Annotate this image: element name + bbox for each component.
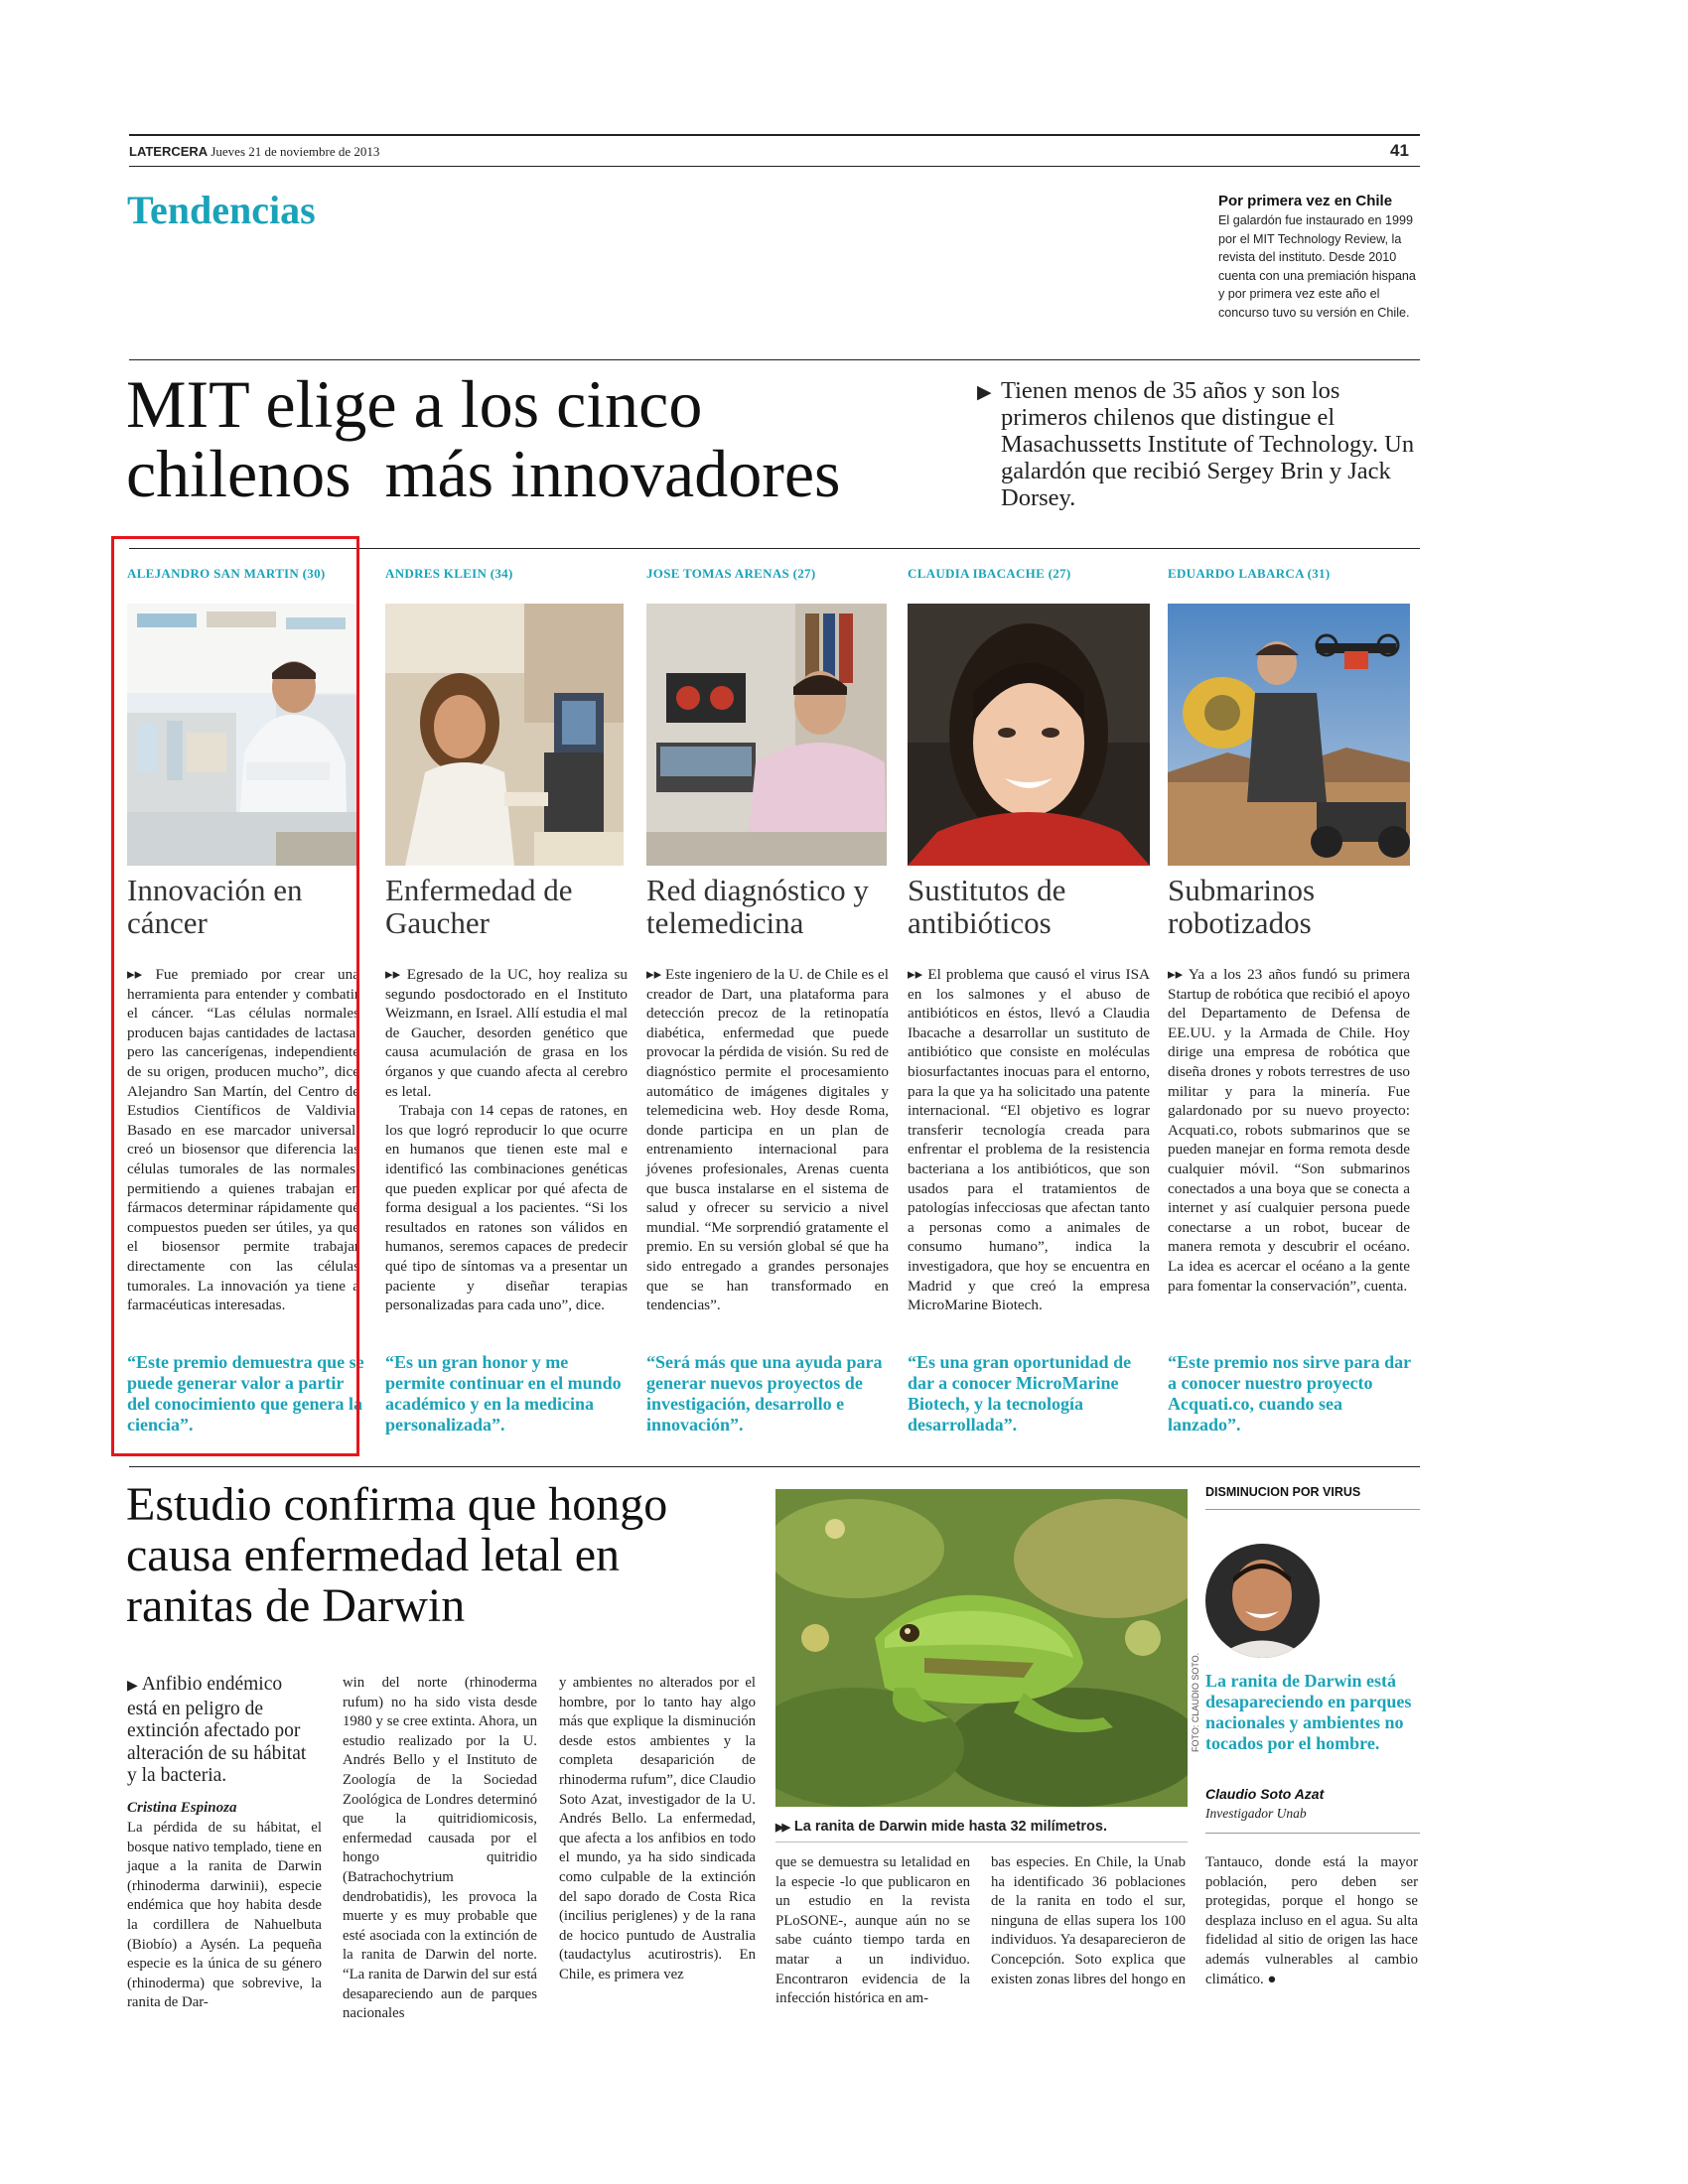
profile-title: Innovación en cáncer (127, 873, 303, 940)
profile-body: ▸▸ Fue premiado por crear una herramienta para entender y combatir el cáncer. “Las células normales producen bajas cantidades de lactasa, pero las cancerígenas, independiente de su origen, producen mucho”, dice Alejandro San Martín, del Centro de Estudios Científicos de Valdivia. Basado en ese marcador universal, creó un biosensor que diferencia las células tumorales de las normales, permitiendo a quienes trabajan en fármacos determinar rápidamente qué compuestos pueden ser útiles, ya que el biosensor permite trabajar directamente con las células tumorales. La innovación ya tiene a farmacéuticas interesadas. (127, 966, 359, 1314)
frog-photo (775, 1489, 1188, 1807)
caption-arrow-icon: ▶▶ (775, 1822, 788, 1834)
profile-name: ANDRES KLEIN (34) (385, 566, 513, 581)
sidebar-note (1218, 193, 1422, 323)
profile-photo (646, 604, 887, 866)
sidebar-note-text: El galardón fue instaurado en 1999 por el MIT Technology Review, la revista del instituto. Desde 2010 cuenta con una premiación hispana y por primera vez este año el concurso tuvo su versión en Chile. (1218, 213, 1416, 320)
sidebar-box-quote: La ranita de Darwin está desapareciendo en parques nacionales y ambientes no tocados por el hombre. (1205, 1671, 1412, 1753)
byline: Cristina Espinoza (127, 1800, 237, 1816)
section-title: Tendencias (127, 188, 316, 232)
photo-credit: FOTO: CLAUDIO SOTO. (1191, 1652, 1200, 1752)
issue-date: Jueves 21 de noviembre de 2013 (211, 144, 380, 159)
profile-body: ▸▸ Este ingeniero de la U. de Chile es el creador de Dart, una plataforma para detección precoz de la retinopatía diabética, enfermedad que puede provocar la pérdida de visión. Su red de diagnóstico permite el procesamiento automático de imágenes digitales y telemedicina web. Hoy desde Roma, donde participa en un plan de entrenamiento internacional para jóvenes profesionales, Arenas cuenta que busca instalarse en el sistema de salud y ofrecer su servicio a nivel mundial. “Me sorprendió gratamente el premio. En su versión global sé que ha sido entregado a grandes personajes que se han transformado en tendencias”. (646, 966, 889, 1314)
profile-title: Submarinos robotizados (1168, 873, 1316, 940)
profile-title: Enfermedad de Gaucher (385, 873, 573, 940)
profile-name: ALEJANDRO SAN MARTIN (30) (127, 566, 326, 581)
highlight-box (111, 536, 359, 1456)
profile-quote: “Este premio demuestra que se puede generar valor a partir del conocimiento que genera la ciencia”. (127, 1352, 364, 1434)
profile-title: Red diagnóstico y telemedicina (646, 873, 869, 940)
page-number: 41 (1390, 141, 1409, 160)
profile-quote: “Será más que una ayuda para generar nuevos proyectos de investigación, desarrollo e innovación”. (646, 1352, 883, 1434)
profile-body: ▸▸ Ya a los 23 años fundó su primera Startup de robótica que recibió el apoyo del Departamento de Defensa de EE.UU. y la Armada de Chile. Hoy dirige una empresa de robótica que diseña drones y robots terrestres de uso militar y para la minería. Fue galardonado por su nuevo proyecto: Acquati.co, robots submarinos que se pueden manejar en forma remota desde cualquier móvil. “Son submarinos conectados a una boya que se conecta a internet y así cualquier persona puede conectarse a un robot, bucear de manera remota y descubrir el océano. La idea es acercar el océano a la gente para fomentar la conservación”, cuenta. (1168, 966, 1410, 1295)
expert-portrait (1205, 1544, 1320, 1658)
second-dek: ▶ Anfibio endémico está en peligro de extinción afectado por alteración de su hábitat y la bacteria. (127, 1674, 307, 1786)
profile-quote: “Es una gran oportunidad de dar a conocer MicroMarine Biotech, y la tecnología desarrollada”. (908, 1352, 1132, 1434)
article-column: Tantauco, donde está la mayor población, pero deben ser protegidas, porque el hongo se desplaza incluso en el agua. Su alta fidelidad al sitio de origen las hace además vulnerables al cambio climático. ● (1205, 1854, 1418, 1987)
article-column: y ambientes no alterados por el hombre, por lo tanto hay algo más que explique la disminución desde estos ambientes y la completa desaparición de rhinoderma rufum”, dice Claudio Soto Azat, investigador de la U. Andrés Bello. La enfermedad, que afecta a los anfibios en todo el mundo, ya ha sido sindicada como culpable de la extinción del sapo dorado de Costa Rica (incilius periglenes) y de la rana de hocico puntudo de Australia (taudactylus acutirostris). En Chile, es primera vez (559, 1675, 756, 1982)
profile-photo (1168, 604, 1410, 866)
profile-body: ▸▸ Egresado de la UC, hoy realiza su segundo posdoctorado en el Instituto Weizmann, en Israel. Allí estudia el mal de Gaucher, desorden genético que causa acumulación de grasa en los órganos y que cuando afecta al cerebro es letal. Trabaja con 14 cepas de ratones, en los que logró reproducir lo que ocurre en humanos que tienen este mal e identificó las combinaciones genéticas que pueden explicar por qué afecta de forma desigual a los pacientes. “Si los resultados en ratones son válidos en humanos, seremos capaces de predecir qué tipo de síntomas va a presentar un paciente y diseñar terapias personalizadas para cada uno”, dice. (385, 966, 628, 1314)
article-column: win del norte (rhinoderma rufum) no ha sido vista desde 1980 y se cree extinta. Ahora, un estudio realizado por la U. Andrés Bello y el Instituto de Zoología de la Sociedad Zoológica de Londres determinó que la quitridiomicosis, enfermedad causada por el hongo quitridio (Batrachochytrium dendrobatidis), les provoca la muerte y es muy probable que esté asociada con la extinción de la ranita de Darwin del norte. “La ranita de Darwin del sur está desapareciendo aun de parques nacionales (343, 1675, 537, 2022)
expert-role: Investigador Unab (1205, 1806, 1307, 1821)
dek-arrow-icon: ▶ (127, 1679, 138, 1694)
profile-title: Sustitutos de antibióticos (908, 873, 1066, 940)
article-column: que se demuestra su letalidad en la especie -lo que publicaron en un estudio en la revista PLoSONE-, aunque aún no se sabe cuánto tiempo tarda en matar a un individuo. Encontraron evidencia de la infección histórica en am- (775, 1854, 970, 2007)
main-headline: MIT elige a los cinco chilenos más innovadores (126, 366, 841, 511)
second-headline: Estudio confirma que hongo causa enfermedad letal en ranitas de Darwin (126, 1478, 668, 1632)
article-column: La pérdida de su hábitat, el bosque nativo templado, tiene en jaque a la ranita de Darwin (rhinoderma darwinii), especie endémica que hoy habita desde la cordillera de Nahuelbuta (Biobío) a Aysén. La pequeña especie es la única de su género (rhinoderma) que sobrevive, la ranita de Dar- (127, 1820, 322, 2011)
main-dek: ▶ Tienen menos de 35 años y son los primeros chilenos que distingue el Masachussetts Institute of Technology. Un galardón que recibió Sergey Brin y Jack Dorsey. (977, 377, 1415, 511)
expert-name: Claudio Soto Azat (1205, 1786, 1325, 1802)
profile-name: JOSE TOMAS ARENAS (27) (646, 566, 816, 581)
profile-quote: “Es un gran honor y me permite continuar en el mundo académico y en la medicina personalizada”. (385, 1352, 622, 1434)
profile-name: EDUARDO LABARCA (31) (1168, 566, 1331, 581)
profile-body: ▸▸ El problema que causó el virus ISA en los salmones y el abuso de antibióticos en éstos, llevó a Claudia Ibacache a desarrollar un sustituto de antibiótico que consiste en moléculas biosurfactantes inocuas para el entorno, para la que ya ha solicitado una patente internacional. “El objetivo es lograr transferir tecnología creada para enfrentar el problema de la resistencia bacteriana a los antibióticos, que son usados para el tratamientos de patologías infecciosas que afectan tanto a personas como a animales de consumo humano”, indica la investigadora, que hoy se encuentra en Madrid y que creó la empresa MicroMarine Biotech. (908, 966, 1150, 1314)
sidebar-box-label: DISMINUCION POR VIRUS (1205, 1485, 1361, 1499)
profile-quote: “Este premio nos sirve para dar a conocer nuestro proyecto Acquati.co, cuando sea lanzado”. (1168, 1352, 1411, 1434)
sidebar-note-title: Por primera vez en Chile (1218, 193, 1393, 209)
profile-name: CLAUDIA IBACACHE (27) (908, 566, 1071, 581)
article-column: bas especies. En Chile, la Unab ha identificado 36 poblaciones de la ranita en todo el sur, ninguna de ellas supera los 100 individuos. Ya desaparecieron de Concepción. Soto explica que existen zonas libres del hongo en (991, 1854, 1187, 1987)
profile-photo (385, 604, 624, 866)
photo-caption: ▶▶ La ranita de Darwin mide hasta 32 milímetros. (775, 1819, 1107, 1835)
profile-photo (908, 604, 1150, 866)
masthead-brand: LATERCERA Jueves 21 de noviembre de 2013 (129, 144, 380, 159)
dek-arrow-icon: ▶ (977, 382, 992, 403)
